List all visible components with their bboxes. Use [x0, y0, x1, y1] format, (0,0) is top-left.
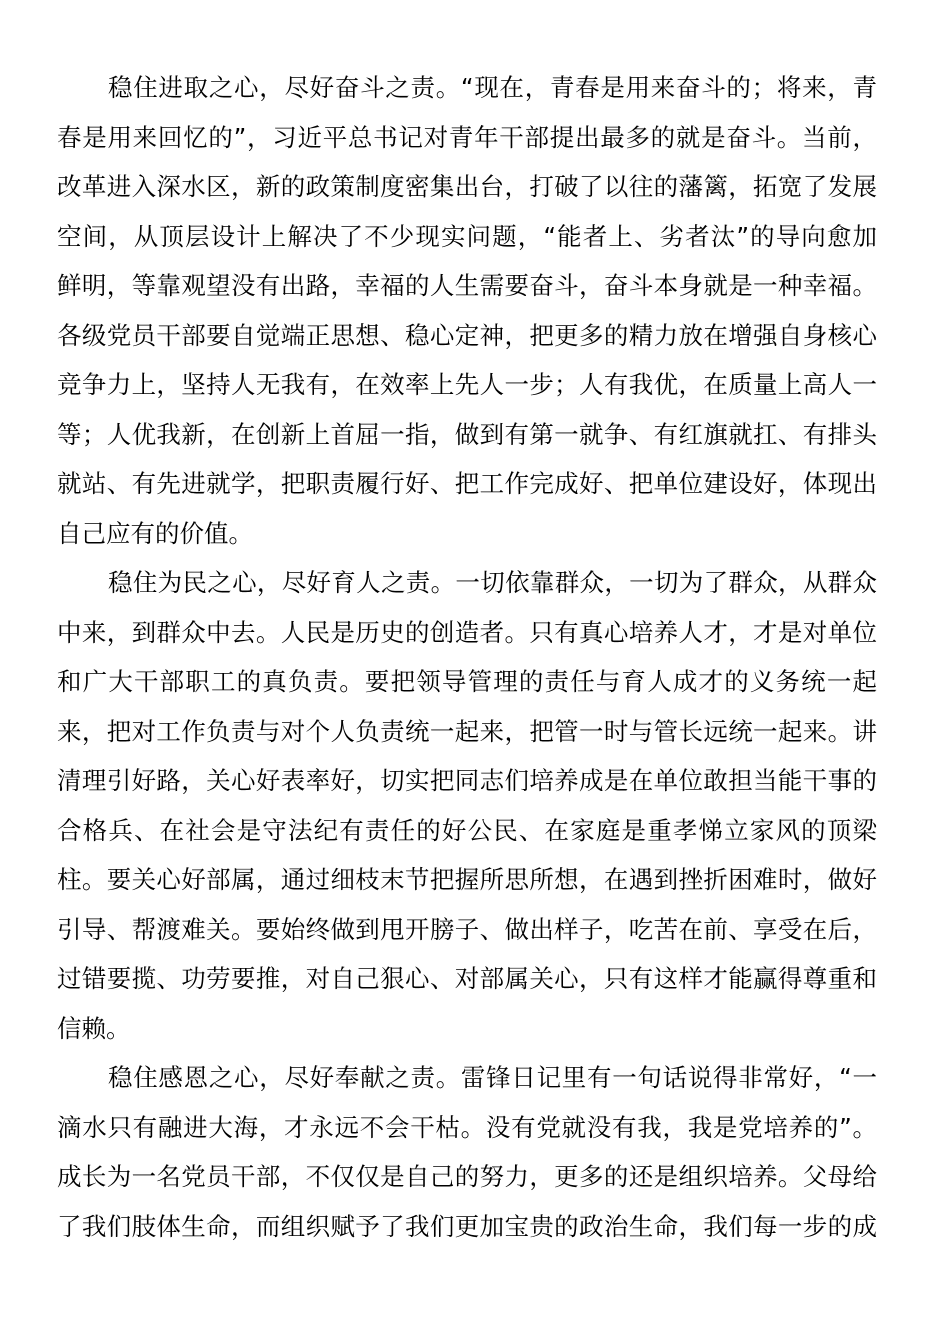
text-line: 就站、有先进就学，把职责履行好、把工作完成好、把单位建设好，体现出 [57, 469, 877, 498]
text-line: 稳住进取之心，尽好奋斗之责。“现在，青春是用来奋斗的；将来，青 [108, 73, 877, 102]
text-line: 来，把对工作负责与对个人负责统一起来，把管一时与管长远统一起来。讲 [57, 716, 877, 746]
paragraph-2 [57, 558, 877, 1053]
text-line: 各级党员干部要自觉端正思想、稳心定神，把更多的精力放在增强自身核心 [57, 320, 877, 350]
text-line: 等；人优我新，在创新上首屈一指，做到有第一就争、有红旗就扛、有排头 [57, 419, 877, 449]
text-line: 空间，从顶层设计上解决了不少现实问题，“能者上、劣者汰”的导向愈加 [57, 221, 877, 251]
text-line: 稳住为民之心，尽好育人之责。一切依靠群众，一切为了群众，从群众 [108, 568, 877, 597]
text-line: 柱。要关心好部属，通过细枝末节把握所思所想，在遇到挫折困难时，做好 [57, 865, 877, 894]
text-line: 过错要揽、功劳要推，对自己狠心、对部属关心，只有这样才能赢得尊重和 [57, 964, 877, 993]
text-line: 合格兵、在社会是守法纪有责任的好公民、在家庭是重孝悌立家风的顶梁 [57, 815, 877, 845]
text-line: 自己应有的价值。 [57, 518, 253, 548]
text-line: 改革进入深水区，新的政策制度密集出台，打破了以往的藩篱，拓宽了发展 [57, 172, 877, 201]
text-line: 成长为一名党员干部，不仅仅是自己的努力，更多的还是组织培养。父母给 [57, 1162, 877, 1191]
text-line: 滴水只有融进大海，才永远不会干枯。没有党就没有我，我是党培养的”。 [57, 1112, 877, 1142]
text-line: 引导、帮渡难关。要始终做到甩开膀子、做出样子，吃苦在前、享受在后， [57, 914, 877, 944]
text-line: 了我们肢体生命，而组织赋予了我们更加宝贵的政治生命，我们每一步的成 [57, 1211, 877, 1241]
text-line: 春是用来回忆的”，习近平总书记对青年干部提出最多的就是奋斗。当前， [57, 122, 877, 152]
text-line: 鲜明，等靠观望没有出路，幸福的人生需要奋斗，奋斗本身就是一种幸福。 [57, 271, 877, 300]
text-line: 中来，到群众中去。人民是历史的创造者。只有真心培养人才，才是对单位 [57, 617, 877, 647]
text-line: 稳住感恩之心，尽好奉献之责。雷锋日记里有一句话说得非常好，“一 [108, 1063, 877, 1092]
text-line: 竞争力上，坚持人无我有，在效率上先人一步；人有我优，在质量上高人一 [57, 370, 877, 399]
text-line: 信赖。 [57, 1013, 131, 1043]
paragraph-3 [57, 1053, 877, 1251]
text-line: 和广大干部职工的真负责。要把领导管理的责任与育人成才的义务统一起 [57, 667, 877, 696]
text-line: 清理引好路，关心好表率好，切实把同志们培养成是在单位敢担当能干事的 [57, 766, 877, 795]
document-body [57, 63, 877, 1251]
paragraph-1 [57, 63, 877, 558]
